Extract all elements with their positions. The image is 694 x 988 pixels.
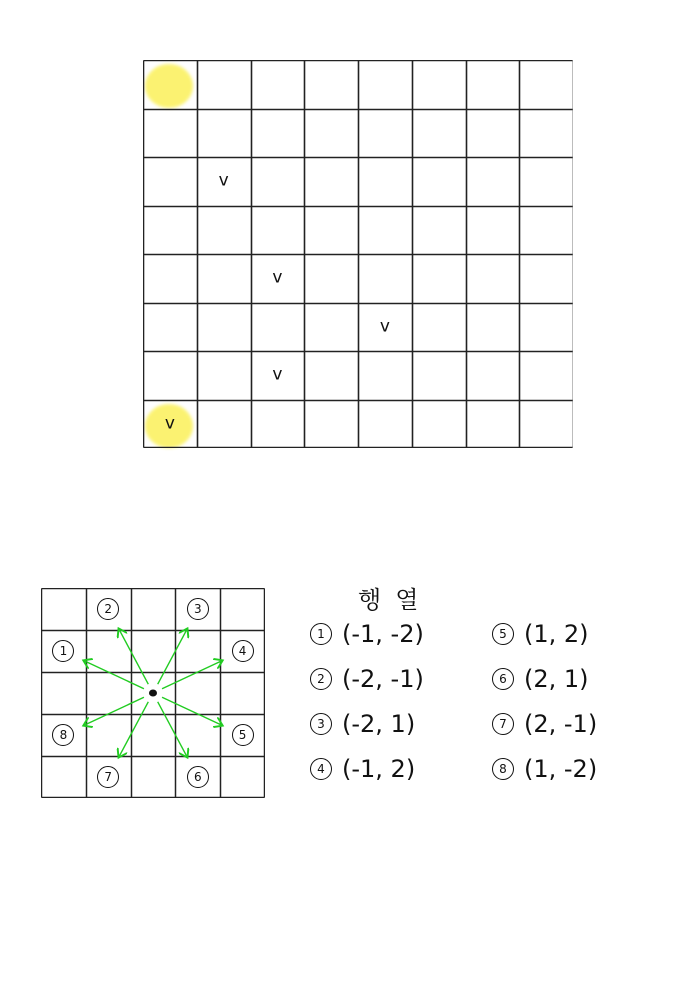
knight-move-arrow — [162, 697, 223, 725]
knight-target-number: 8 — [52, 724, 74, 746]
visited-mark: v — [272, 267, 283, 288]
move-legend — [300, 576, 630, 796]
legend-number: 3 — [310, 713, 332, 735]
legend-number: 6 — [492, 668, 514, 690]
legend-coordinate: (2, -1) — [524, 710, 598, 738]
legend-coordinate: (1, -2) — [524, 755, 598, 783]
knight-position-dot — [149, 690, 157, 697]
legend-number: 8 — [492, 758, 514, 780]
legend-row — [492, 755, 597, 783]
legend-row — [310, 755, 415, 783]
legend-number: 2 — [310, 668, 332, 690]
knight-move-arrow — [162, 660, 223, 688]
legend-row — [310, 620, 424, 648]
knight-target-number: 5 — [232, 724, 254, 746]
legend-number: 7 — [492, 713, 514, 735]
legend-coordinate: (-1, 2) — [342, 755, 416, 783]
board-grid-lines — [143, 60, 573, 448]
chessboard-grid — [143, 60, 573, 448]
knight-move-arrow — [158, 628, 188, 684]
legend-header-col: 열 — [395, 586, 433, 614]
legend-coordinate: (-1, -2) — [342, 620, 424, 648]
visited-mark: v — [379, 316, 390, 337]
visited-mark: v — [218, 170, 229, 191]
knight-move-arrow — [158, 702, 188, 758]
legend-number: 4 — [310, 758, 332, 780]
legend-row — [492, 620, 589, 648]
knight-target-number: 3 — [187, 598, 209, 620]
legend-row — [310, 665, 424, 693]
legend-row — [492, 665, 589, 693]
visited-mark: v — [272, 364, 283, 385]
knight-grid-and-arrows — [41, 588, 265, 798]
knight-target-number: 2 — [97, 598, 119, 620]
knight-move-arrow — [83, 697, 144, 725]
legend-coordinate: (2, 1) — [524, 665, 589, 693]
knight-move-arrow — [119, 702, 149, 758]
legend-row — [492, 710, 597, 738]
knight-move-arrow — [119, 628, 149, 684]
knight-target-number: 6 — [187, 766, 209, 788]
legend-number: 1 — [310, 623, 332, 645]
knight-target-number: 1 — [52, 640, 74, 662]
legend-header-row: 행 — [358, 586, 396, 614]
legend-row — [310, 710, 415, 738]
legend-number: 5 — [492, 623, 514, 645]
legend-coordinate: (-2, -1) — [342, 665, 424, 693]
legend-coordinate: (1, 2) — [524, 620, 589, 648]
knight-target-number: 4 — [232, 640, 254, 662]
knight-target-number: 7 — [97, 766, 119, 788]
knight-move-arrow — [83, 660, 144, 688]
knight-move-diagram — [41, 588, 265, 798]
visited-mark: v — [164, 413, 175, 434]
legend-header — [358, 580, 432, 615]
legend-coordinate: (-2, 1) — [342, 710, 416, 738]
